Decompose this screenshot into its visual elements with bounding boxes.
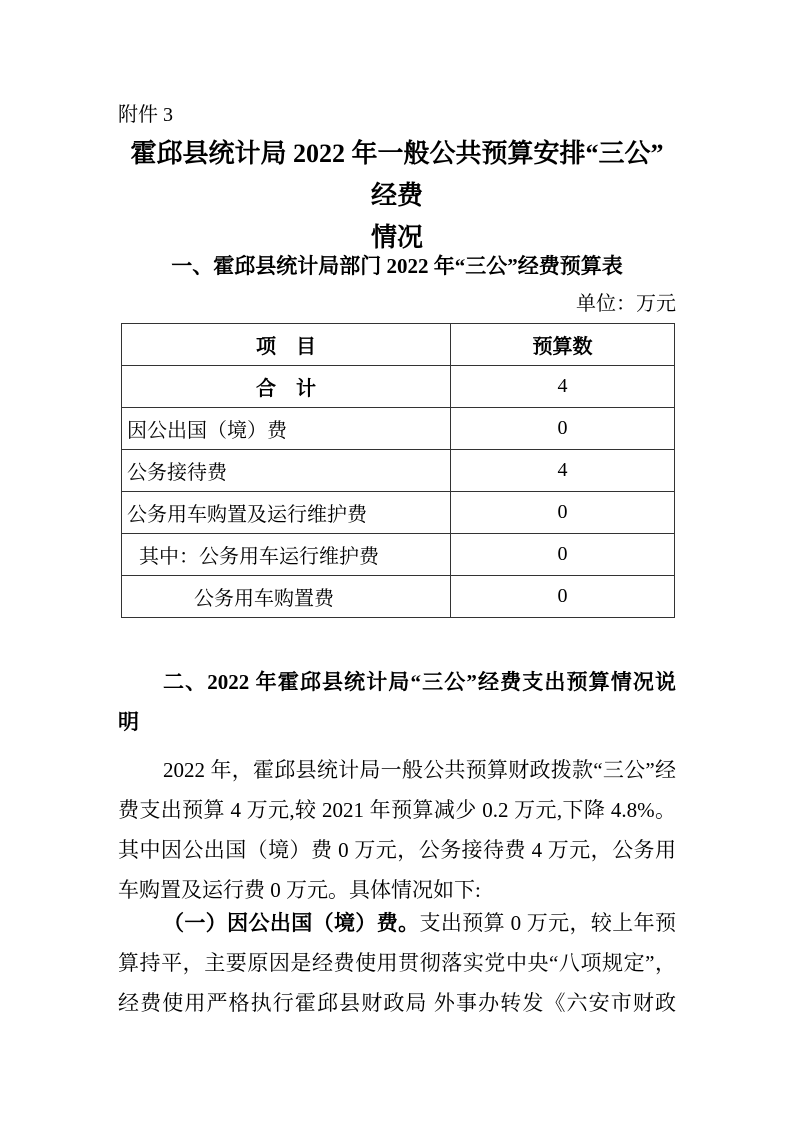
text-segment: 费支出预算 4 万元,较 2021 年预算减少 0.2 万元,下降 4.8%。 xyxy=(118,798,676,822)
row-value: 4 xyxy=(451,366,675,408)
row-value: 0 xyxy=(451,576,675,618)
row-value: 0 xyxy=(451,408,675,450)
text-line xyxy=(118,983,676,1023)
text-segment: 二、2022 年霍邱县统计局“三公”经费支出预算情况说 xyxy=(163,670,676,694)
table-row xyxy=(122,576,675,618)
section-2-heading xyxy=(118,662,676,742)
row-label: 其中：公务用车运行维护费 xyxy=(122,534,451,576)
row-label: 公务用车购置费 xyxy=(122,576,451,618)
text-segment: 车购置及运行费 0 万元。具体情况如下: xyxy=(118,878,481,902)
document-title xyxy=(118,133,676,259)
row-label: 公务接待费 xyxy=(122,450,451,492)
budget-table xyxy=(121,323,675,618)
text-segment: 经费使用严格执行霍邱县财政局 外事办转发《六安市财政 xyxy=(118,991,676,1015)
text-line xyxy=(118,702,676,742)
text-segment: 算持平，主要原因是经费使用贯彻落实党中央“八项规定”， xyxy=(118,951,676,975)
row-label: 公务用车购置及运行维护费 xyxy=(122,492,451,534)
paragraph-summary xyxy=(118,750,676,910)
row-label: 合 计 xyxy=(122,366,451,408)
row-value: 4 xyxy=(451,450,675,492)
attachment-label: 附件 3 xyxy=(118,104,173,126)
text-segment: 2022 年，霍邱县统计局一般公共预算财政拨款“三公”经 xyxy=(163,758,676,782)
text-segment: （一）因公出国（境）费。 xyxy=(163,911,420,935)
text-line xyxy=(118,943,676,983)
table-row xyxy=(122,366,675,408)
table-row xyxy=(122,534,675,576)
table-row xyxy=(122,408,675,450)
row-value: 0 xyxy=(451,492,675,534)
column-header-item: 项 目 xyxy=(122,324,451,366)
text-line xyxy=(118,662,676,702)
column-header-budget: 预算数 xyxy=(451,324,675,366)
text-segment: 明 xyxy=(118,710,139,734)
budget-table-body xyxy=(122,366,675,618)
text-line xyxy=(118,830,676,870)
title-line-2: 情况 xyxy=(370,223,423,252)
text-segment: 其中因公出国（境）费 0 万元，公务接待费 4 万元，公务用 xyxy=(118,838,676,862)
unit-note: 单位：万元 xyxy=(576,293,676,315)
title-line-1: 霍邱县统计局 2022 年一般公共预算安排“三公”经费 xyxy=(130,139,664,210)
table-header-row xyxy=(122,324,675,366)
table-row xyxy=(122,450,675,492)
row-label: 因公出国（境）费 xyxy=(122,408,451,450)
table-row xyxy=(122,492,675,534)
paragraph-abroad-expense xyxy=(118,903,676,1023)
text-segment: 支出预算 0 万元，较上年预 xyxy=(419,911,676,935)
text-line xyxy=(118,903,676,943)
text-line xyxy=(118,790,676,830)
text-line xyxy=(118,750,676,790)
row-value: 0 xyxy=(451,534,675,576)
section-1-heading: 一、霍邱县统计局部门 2022 年“三公”经费预算表 xyxy=(171,254,623,278)
